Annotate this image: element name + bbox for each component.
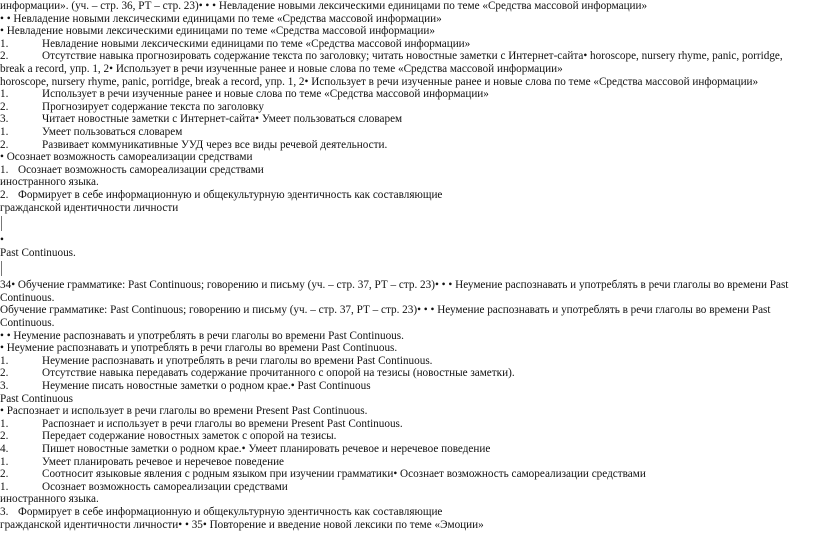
line-text: • Невладение новыми лексическими единицами по теме «Средства массовой информации»: [0, 25, 435, 38]
line-text: Обучение грамматике: Past Continuous; говорению и письму (уч. – стр. 37, РТ – стр. 23)• • • Неумение распознавать и употреблять в речи глаголы во времени Past Continuous.: [0, 304, 771, 330]
text-line: [0, 481, 810, 494]
text-line: [0, 304, 810, 329]
text-line: [0, 0, 810, 13]
line-text: информации». (уч. – стр. 36, РТ – стр. 23)• • • Невладение новыми лексическими единицами по теме «Средства массовой информации»: [0, 0, 648, 12]
text-line: [0, 151, 810, 164]
line-text: Past Continuous.: [0, 246, 76, 259]
text-line: [0, 189, 810, 202]
text-line: [0, 38, 810, 51]
line-text: • Распознает и использует в речи глаголы во времени Present Past Continuous.: [0, 405, 368, 418]
line-text: • • Неумение распознавать и употреблять в речи глаголы во времени Past Continuous.: [0, 329, 404, 342]
text-line: [0, 456, 810, 469]
line-text: иностранного языка.: [0, 176, 99, 189]
line-text: Развивает коммуникативные УУД через все виды речевой деятельности.: [42, 138, 388, 151]
list-number: 3.: [0, 505, 9, 518]
text-line: [0, 234, 810, 247]
text-line: [0, 247, 810, 260]
list-number: 1.: [0, 417, 9, 430]
list-number: 2.: [0, 50, 9, 63]
line-text: Осознает возможность самореализации средствами: [42, 480, 288, 493]
list-number: 2.: [0, 367, 9, 380]
text-line: [0, 126, 810, 139]
line-text: Использует в речи изученные ранее и новые слова по теме «Средства массовой информации»: [42, 88, 489, 101]
text-line: [0, 430, 810, 443]
line-text: гражданской идентичности личности: [0, 201, 179, 214]
line-text: Неумение распознавать и употреблять в речи глаголы во времени Past Continuous.: [42, 354, 433, 367]
line-text: • Неумение распознавать и употреблять в речи глаголы во времени Past Continuous.: [0, 342, 398, 355]
line-text: Неумение писать новостные заметки о родном крае.• Past Continuous: [42, 380, 371, 393]
line-text: Past Continuous: [0, 392, 74, 405]
vertical-rule: [1, 216, 810, 231]
list-number: 1.: [0, 88, 9, 101]
line-text: Распознает и использует в речи глаголы во времени Present Past Continuous.: [42, 417, 403, 430]
line-text: •: [0, 234, 4, 247]
line-text: Прогнозирует содержание текста по заголовку: [42, 100, 264, 113]
text-line: [0, 101, 810, 114]
list-number: 3.: [0, 380, 9, 393]
line-text: Умеет планировать речевое и неречевое поведение: [42, 455, 285, 468]
list-number: 1.: [0, 125, 9, 138]
list-number: 1.: [0, 480, 9, 493]
text-line: [0, 367, 810, 380]
list-number: 2.: [0, 188, 9, 201]
text-line: [0, 443, 810, 456]
text-line: [0, 25, 810, 38]
list-number: 4.: [0, 443, 9, 455]
text-line: [0, 164, 810, 177]
line-text: Читает новостные заметки с Интернет-сайта• Умеет пользоваться словарем: [42, 113, 403, 126]
text-line: [0, 176, 810, 189]
list-number: 1.: [0, 354, 9, 367]
vertical-rule: [1, 261, 810, 276]
list-number: 2.: [0, 100, 9, 113]
line-text: гражданской идентичности личности• • 35• Повторение и введение новой лексики по теме «Эмоции»: [0, 518, 484, 531]
line-text: Пишет новостные заметки о родном крае.• Умеет планировать речевое и неречевое поведение: [42, 443, 491, 455]
text-line: [0, 493, 810, 506]
text-line: [0, 202, 810, 215]
line-text: Соотносит языковые явления с родным языком при изучении грамматики• Осознает возможность самореализации средствами: [42, 468, 646, 481]
list-number: 2.: [0, 138, 9, 151]
line-text: Отсутствие навыка прогнозировать содержание текста по заголовку; читать новостные заметки с Интернет-сайта• horoscope, nursery rhyme, panic, porridge, break a record, упр. 1, 2• Использует в речи изученные ранее и новые слова по теме «Средства массовой информации»: [0, 50, 783, 75]
line-text: Умеет пользоваться словарем: [42, 125, 183, 138]
line-text: • Осознает возможность самореализации средствами: [0, 151, 253, 164]
list-number: 2.: [0, 430, 9, 443]
list-number: 3.: [0, 113, 9, 126]
text-line: [0, 519, 810, 532]
text-line: [0, 405, 810, 418]
line-text: Формирует в себе информационную и общекультурную эдентичность как составляющие: [18, 188, 443, 201]
text-line: [0, 342, 810, 355]
list-number: 1.: [0, 37, 9, 50]
list-number: 2.: [0, 468, 9, 481]
text-line: [0, 330, 810, 343]
text-line: [0, 506, 810, 519]
text-line: [0, 88, 810, 101]
text-line: [0, 468, 810, 481]
line-text: Передает содержание новостных заметок с опорой на тезисы.: [42, 430, 337, 443]
line-text: Осознает возможность самореализации средствами: [18, 163, 264, 176]
list-number: 1.: [0, 455, 9, 468]
text-line: [0, 113, 810, 126]
line-text: иностранного языка.: [0, 493, 99, 506]
line-text: Отсутствие навыка передавать содержание прочитанного с опорой на тезисы (новостные заметки).: [42, 367, 515, 380]
text-line: [0, 380, 810, 393]
text-line: [0, 418, 810, 431]
line-text: Невладение новыми лексическими единицами по теме «Средства массовой информации»: [42, 37, 471, 50]
line-text: horoscope, nursery rhyme, panic, porridge, break a record, упр. 1, 2• Использует в речи изученные ранее и новые слова по теме «Средства массовой информации»: [0, 75, 759, 88]
text-line: [0, 76, 810, 89]
line-text: • • Невладение новыми лексическими единицами по теме «Средства массовой информации»: [0, 12, 442, 25]
list-number: 1.: [0, 163, 9, 176]
line-text: Формирует в себе информационную и общекультурную эдентичность как составляющие: [18, 505, 443, 518]
line-text: 34• Обучение грамматике: Past Continuous; говорению и письму (уч. – стр. 37, РТ – стр. 23)• • • Неумение распознавать и употреблять в речи глаголы во времени Past Continuous.: [0, 279, 789, 304]
text-line: [0, 355, 810, 368]
text-line: [0, 139, 810, 152]
text-line: [0, 279, 810, 304]
text-line: [0, 50, 810, 75]
text-line: [0, 393, 810, 406]
text-line: [0, 13, 810, 26]
